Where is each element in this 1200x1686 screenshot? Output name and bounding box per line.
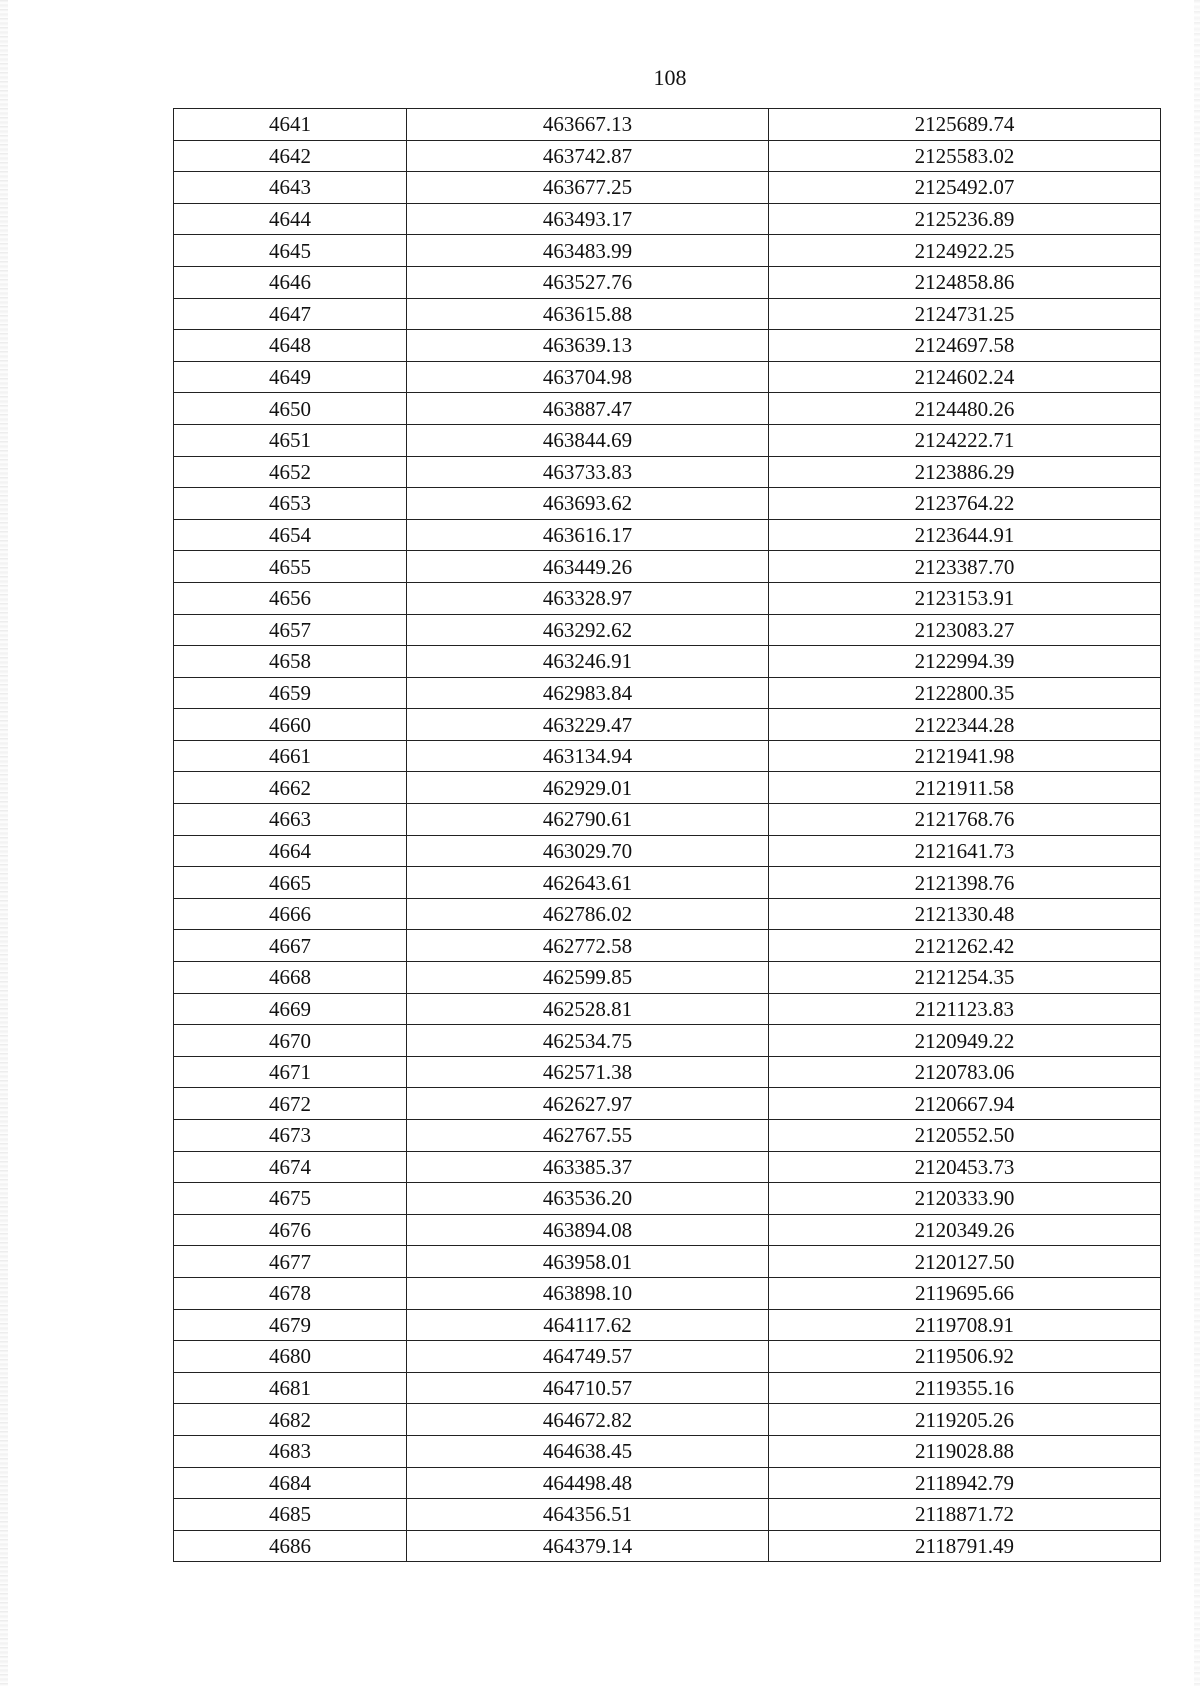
x-coordinate-cell: 463844.69	[407, 424, 769, 456]
table-row	[174, 646, 1161, 678]
table-row	[174, 266, 1161, 298]
y-coordinate-cell: 2121123.83	[769, 993, 1161, 1025]
x-coordinate-cell: 462599.85	[407, 962, 769, 994]
y-coordinate-cell: 2123387.70	[769, 551, 1161, 583]
point-id-cell: 4676	[174, 1214, 407, 1246]
table-row	[174, 1025, 1161, 1057]
x-coordinate-cell: 463134.94	[407, 740, 769, 772]
coordinate-table	[173, 108, 1161, 1562]
y-coordinate-cell: 2121330.48	[769, 898, 1161, 930]
x-coordinate-cell: 464379.14	[407, 1530, 769, 1562]
x-coordinate-cell: 464638.45	[407, 1435, 769, 1467]
table-row	[174, 1404, 1161, 1436]
table-row	[174, 962, 1161, 994]
x-coordinate-cell: 462643.61	[407, 867, 769, 899]
point-id-cell: 4642	[174, 140, 407, 172]
point-id-cell: 4653	[174, 488, 407, 520]
coordinate-table-body	[174, 109, 1161, 1562]
page-number: 108	[653, 65, 687, 90]
table-row	[174, 424, 1161, 456]
point-id-cell: 4651	[174, 424, 407, 456]
y-coordinate-cell: 2121768.76	[769, 804, 1161, 836]
point-id-cell: 4661	[174, 740, 407, 772]
point-id-cell: 4652	[174, 456, 407, 488]
y-coordinate-cell: 2120667.94	[769, 1088, 1161, 1120]
table-row	[174, 551, 1161, 583]
x-coordinate-cell: 463693.62	[407, 488, 769, 520]
x-coordinate-cell: 463742.87	[407, 140, 769, 172]
x-coordinate-cell: 463898.10	[407, 1277, 769, 1309]
point-id-cell: 4680	[174, 1341, 407, 1373]
table-row	[174, 867, 1161, 899]
point-id-cell: 4670	[174, 1025, 407, 1057]
point-id-cell: 4660	[174, 709, 407, 741]
x-coordinate-cell: 464117.62	[407, 1309, 769, 1341]
point-id-cell: 4641	[174, 109, 407, 141]
point-id-cell: 4647	[174, 298, 407, 330]
y-coordinate-cell: 2121911.58	[769, 772, 1161, 804]
y-coordinate-cell: 2125583.02	[769, 140, 1161, 172]
x-coordinate-cell: 464710.57	[407, 1372, 769, 1404]
x-coordinate-cell: 463894.08	[407, 1214, 769, 1246]
point-id-cell: 4657	[174, 614, 407, 646]
table-row	[174, 930, 1161, 962]
point-id-cell: 4656	[174, 582, 407, 614]
table-row	[174, 1435, 1161, 1467]
point-id-cell: 4654	[174, 519, 407, 551]
y-coordinate-cell: 2124480.26	[769, 393, 1161, 425]
x-coordinate-cell: 463733.83	[407, 456, 769, 488]
y-coordinate-cell: 2120127.50	[769, 1246, 1161, 1278]
table-row	[174, 1530, 1161, 1562]
point-id-cell: 4673	[174, 1120, 407, 1152]
table-row	[174, 1309, 1161, 1341]
x-coordinate-cell: 464356.51	[407, 1499, 769, 1531]
table-row	[174, 740, 1161, 772]
y-coordinate-cell: 2125236.89	[769, 203, 1161, 235]
x-coordinate-cell: 463616.17	[407, 519, 769, 551]
point-id-cell: 4643	[174, 172, 407, 204]
x-coordinate-cell: 463328.97	[407, 582, 769, 614]
point-id-cell: 4671	[174, 1056, 407, 1088]
table-row	[174, 1088, 1161, 1120]
x-coordinate-cell: 464672.82	[407, 1404, 769, 1436]
x-coordinate-cell: 463029.70	[407, 835, 769, 867]
table-row	[174, 330, 1161, 362]
x-coordinate-cell: 463527.76	[407, 266, 769, 298]
table-row	[174, 1277, 1161, 1309]
table-row	[174, 582, 1161, 614]
y-coordinate-cell: 2119708.91	[769, 1309, 1161, 1341]
table-row	[174, 1467, 1161, 1499]
y-coordinate-cell: 2124731.25	[769, 298, 1161, 330]
y-coordinate-cell: 2121941.98	[769, 740, 1161, 772]
y-coordinate-cell: 2120783.06	[769, 1056, 1161, 1088]
scan-edge-left	[0, 0, 8, 1686]
point-id-cell: 4648	[174, 330, 407, 362]
point-id-cell: 4683	[174, 1435, 407, 1467]
table-row	[174, 898, 1161, 930]
y-coordinate-cell: 2124222.71	[769, 424, 1161, 456]
y-coordinate-cell: 2122344.28	[769, 709, 1161, 741]
x-coordinate-cell: 463667.13	[407, 109, 769, 141]
y-coordinate-cell: 2119028.88	[769, 1435, 1161, 1467]
y-coordinate-cell: 2125689.74	[769, 109, 1161, 141]
y-coordinate-cell: 2119695.66	[769, 1277, 1161, 1309]
y-coordinate-cell: 2120453.73	[769, 1151, 1161, 1183]
x-coordinate-cell: 463246.91	[407, 646, 769, 678]
point-id-cell: 4644	[174, 203, 407, 235]
x-coordinate-cell: 462786.02	[407, 898, 769, 930]
x-coordinate-cell: 463958.01	[407, 1246, 769, 1278]
point-id-cell: 4681	[174, 1372, 407, 1404]
point-id-cell: 4646	[174, 266, 407, 298]
point-id-cell: 4682	[174, 1404, 407, 1436]
x-coordinate-cell: 463677.25	[407, 172, 769, 204]
x-coordinate-cell: 463493.17	[407, 203, 769, 235]
table-row	[174, 488, 1161, 520]
y-coordinate-cell: 2124697.58	[769, 330, 1161, 362]
y-coordinate-cell: 2123886.29	[769, 456, 1161, 488]
y-coordinate-cell: 2121262.42	[769, 930, 1161, 962]
x-coordinate-cell: 462790.61	[407, 804, 769, 836]
table-row	[174, 835, 1161, 867]
table-row	[174, 361, 1161, 393]
x-coordinate-cell: 463536.20	[407, 1183, 769, 1215]
y-coordinate-cell: 2120349.26	[769, 1214, 1161, 1246]
point-id-cell: 4668	[174, 962, 407, 994]
point-id-cell: 4662	[174, 772, 407, 804]
table-row	[174, 804, 1161, 836]
table-row	[174, 772, 1161, 804]
x-coordinate-cell: 462528.81	[407, 993, 769, 1025]
table-row	[174, 456, 1161, 488]
x-coordinate-cell: 463292.62	[407, 614, 769, 646]
point-id-cell: 4678	[174, 1277, 407, 1309]
table-row	[174, 1120, 1161, 1152]
table-row	[174, 393, 1161, 425]
y-coordinate-cell: 2123083.27	[769, 614, 1161, 646]
y-coordinate-cell: 2118942.79	[769, 1467, 1161, 1499]
y-coordinate-cell: 2120552.50	[769, 1120, 1161, 1152]
table-row	[174, 1151, 1161, 1183]
point-id-cell: 4655	[174, 551, 407, 583]
y-coordinate-cell: 2121398.76	[769, 867, 1161, 899]
table-row	[174, 1246, 1161, 1278]
y-coordinate-cell: 2119355.16	[769, 1372, 1161, 1404]
y-coordinate-cell: 2119205.26	[769, 1404, 1161, 1436]
x-coordinate-cell: 462571.38	[407, 1056, 769, 1088]
table-row	[174, 993, 1161, 1025]
x-coordinate-cell: 463483.99	[407, 235, 769, 267]
x-coordinate-cell: 463449.26	[407, 551, 769, 583]
table-row	[174, 1056, 1161, 1088]
point-id-cell: 4667	[174, 930, 407, 962]
point-id-cell: 4686	[174, 1530, 407, 1562]
point-id-cell: 4658	[174, 646, 407, 678]
x-coordinate-cell: 463385.37	[407, 1151, 769, 1183]
table-row	[174, 1214, 1161, 1246]
table-row	[174, 172, 1161, 204]
point-id-cell: 4685	[174, 1499, 407, 1531]
table-row	[174, 1372, 1161, 1404]
table-row	[174, 519, 1161, 551]
point-id-cell: 4674	[174, 1151, 407, 1183]
point-id-cell: 4679	[174, 1309, 407, 1341]
x-coordinate-cell: 463615.88	[407, 298, 769, 330]
y-coordinate-cell: 2124922.25	[769, 235, 1161, 267]
table-row	[174, 614, 1161, 646]
table-row	[174, 298, 1161, 330]
x-coordinate-cell: 463229.47	[407, 709, 769, 741]
point-id-cell: 4677	[174, 1246, 407, 1278]
x-coordinate-cell: 462534.75	[407, 1025, 769, 1057]
point-id-cell: 4645	[174, 235, 407, 267]
y-coordinate-cell: 2123153.91	[769, 582, 1161, 614]
x-coordinate-cell: 462627.97	[407, 1088, 769, 1120]
x-coordinate-cell: 463639.13	[407, 330, 769, 362]
y-coordinate-cell: 2123764.22	[769, 488, 1161, 520]
x-coordinate-cell: 462772.58	[407, 930, 769, 962]
point-id-cell: 4650	[174, 393, 407, 425]
table-row	[174, 203, 1161, 235]
y-coordinate-cell: 2122994.39	[769, 646, 1161, 678]
y-coordinate-cell: 2120949.22	[769, 1025, 1161, 1057]
y-coordinate-cell: 2121254.35	[769, 962, 1161, 994]
table-row	[174, 677, 1161, 709]
point-id-cell: 4666	[174, 898, 407, 930]
table-row	[174, 1341, 1161, 1373]
y-coordinate-cell: 2118871.72	[769, 1499, 1161, 1531]
x-coordinate-cell: 464498.48	[407, 1467, 769, 1499]
y-coordinate-cell: 2125492.07	[769, 172, 1161, 204]
table-row	[174, 1499, 1161, 1531]
y-coordinate-cell: 2119506.92	[769, 1341, 1161, 1373]
x-coordinate-cell: 462929.01	[407, 772, 769, 804]
y-coordinate-cell: 2121641.73	[769, 835, 1161, 867]
table-row	[174, 109, 1161, 141]
point-id-cell: 4684	[174, 1467, 407, 1499]
y-coordinate-cell: 2118791.49	[769, 1530, 1161, 1562]
point-id-cell: 4669	[174, 993, 407, 1025]
table-row	[174, 1183, 1161, 1215]
y-coordinate-cell: 2120333.90	[769, 1183, 1161, 1215]
x-coordinate-cell: 464749.57	[407, 1341, 769, 1373]
point-id-cell: 4672	[174, 1088, 407, 1120]
table-row	[174, 140, 1161, 172]
point-id-cell: 4665	[174, 867, 407, 899]
y-coordinate-cell: 2124602.24	[769, 361, 1161, 393]
table-row	[174, 709, 1161, 741]
x-coordinate-cell: 463887.47	[407, 393, 769, 425]
scan-edge-right	[1194, 0, 1200, 1686]
y-coordinate-cell: 2122800.35	[769, 677, 1161, 709]
point-id-cell: 4664	[174, 835, 407, 867]
point-id-cell: 4675	[174, 1183, 407, 1215]
table-row	[174, 235, 1161, 267]
x-coordinate-cell: 463704.98	[407, 361, 769, 393]
point-id-cell: 4659	[174, 677, 407, 709]
point-id-cell: 4649	[174, 361, 407, 393]
point-id-cell: 4663	[174, 804, 407, 836]
y-coordinate-cell: 2123644.91	[769, 519, 1161, 551]
x-coordinate-cell: 462983.84	[407, 677, 769, 709]
x-coordinate-cell: 462767.55	[407, 1120, 769, 1152]
y-coordinate-cell: 2124858.86	[769, 266, 1161, 298]
